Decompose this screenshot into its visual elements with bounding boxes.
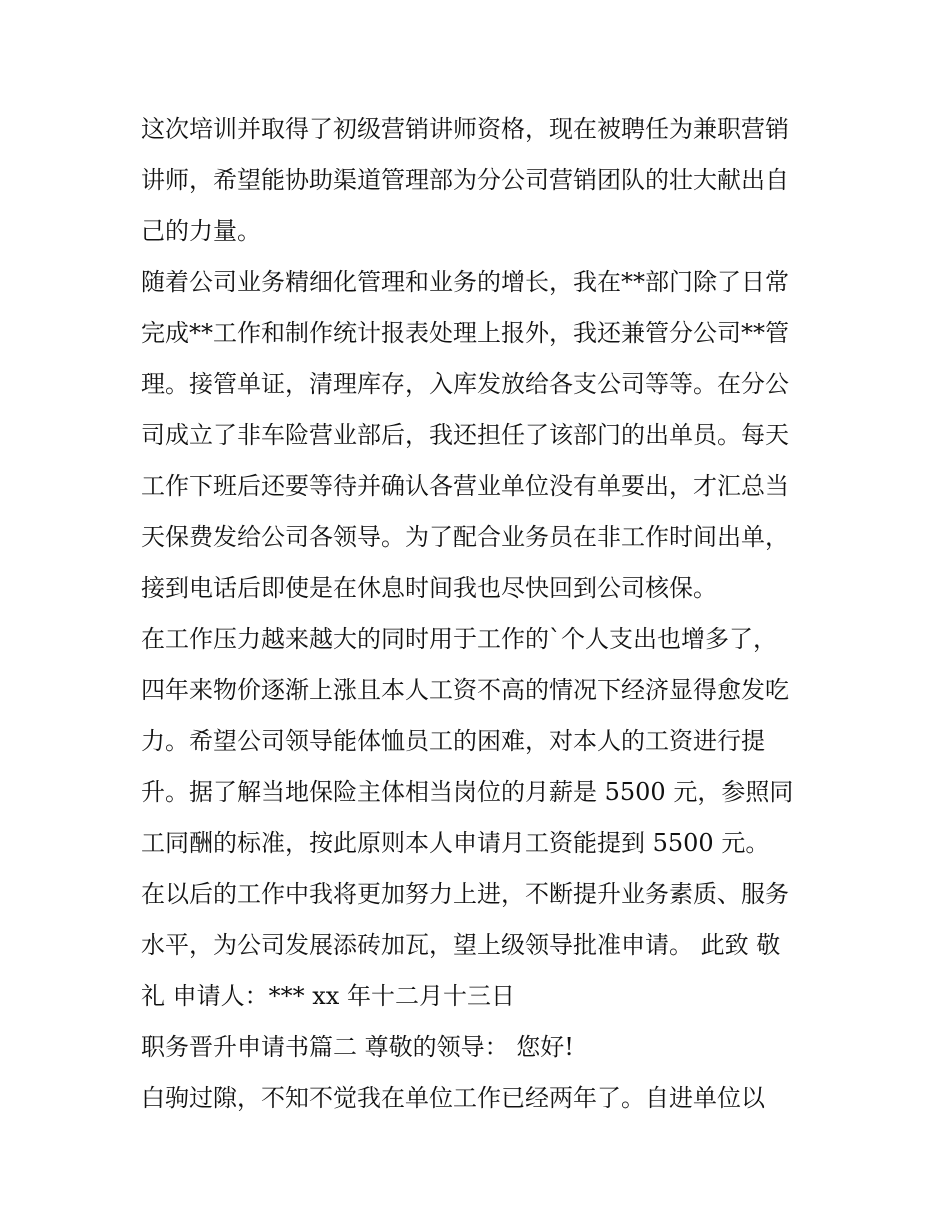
text-line-19: 职务晋升申请书篇二 尊敬的领导： 您好! [141,1033,574,1061]
text-line-10: 接到电话后即使是在休息时间我也尽快回到公司核保。 [141,574,717,602]
text-line-3: 己的力量。 [141,217,261,245]
text-line-17: 水平，为公司发展添砖加瓦，望上级领导批准申请。 此致 敬 [141,931,781,959]
text-line-11: 在工作压力越来越大的同时用于工作的`个人支出也增多了， [141,625,777,653]
text-line-12: 四年来物价逐渐上涨且本人工资不高的情况下经济显得愈发吃 [141,676,789,704]
text-line-7: 司成立了非车险营业部后，我还担任了该部门的出单员。每天 [141,421,789,449]
text-line-18: 礼 申请人：*** xx 年十二月十三日 [141,982,515,1010]
text-line-16: 在以后的工作中我将更加努力上进，不断提升业务素质、服务 [141,880,789,908]
text-line-1: 这次培训并取得了初级营销讲师资格，现在被聘任为兼职营销 [141,115,789,143]
text-line-15: 工同酬的标准，按此原则本人申请月工资能提到 5500 元。 [141,829,770,857]
text-line-2: 讲师，希望能协助渠道管理部为分公司营销团队的壮大献出自 [141,166,789,194]
text-line-8: 工作下班后还要等待并确认各营业单位没有单要出，才汇总当 [141,472,789,500]
document-body [141,104,821,1124]
text-line-4: 随着公司业务精细化管理和业务的增长，我在**部门除了日常 [141,268,789,296]
text-line-20: 白驹过隙，不知不觉我在单位工作已经两年了。自进单位以 [141,1084,765,1112]
text-line-5: 完成**工作和制作统计报表处理上报外，我还兼管分公司**管 [141,319,789,347]
text-line-13: 力。希望公司领导能体恤员工的困难，对本人的工资进行提 [141,727,765,755]
text-line-14: 升。据了解当地保险主体相当岗位的月薪是 5500 元，参照同 [141,778,794,806]
text-line-6: 理。接管单证，清理库存，入库发放给各支公司等等。在分公 [141,370,789,398]
text-line-9: 天保费发给公司各领导。为了配合业务员在非工作时间出单， [141,523,789,551]
